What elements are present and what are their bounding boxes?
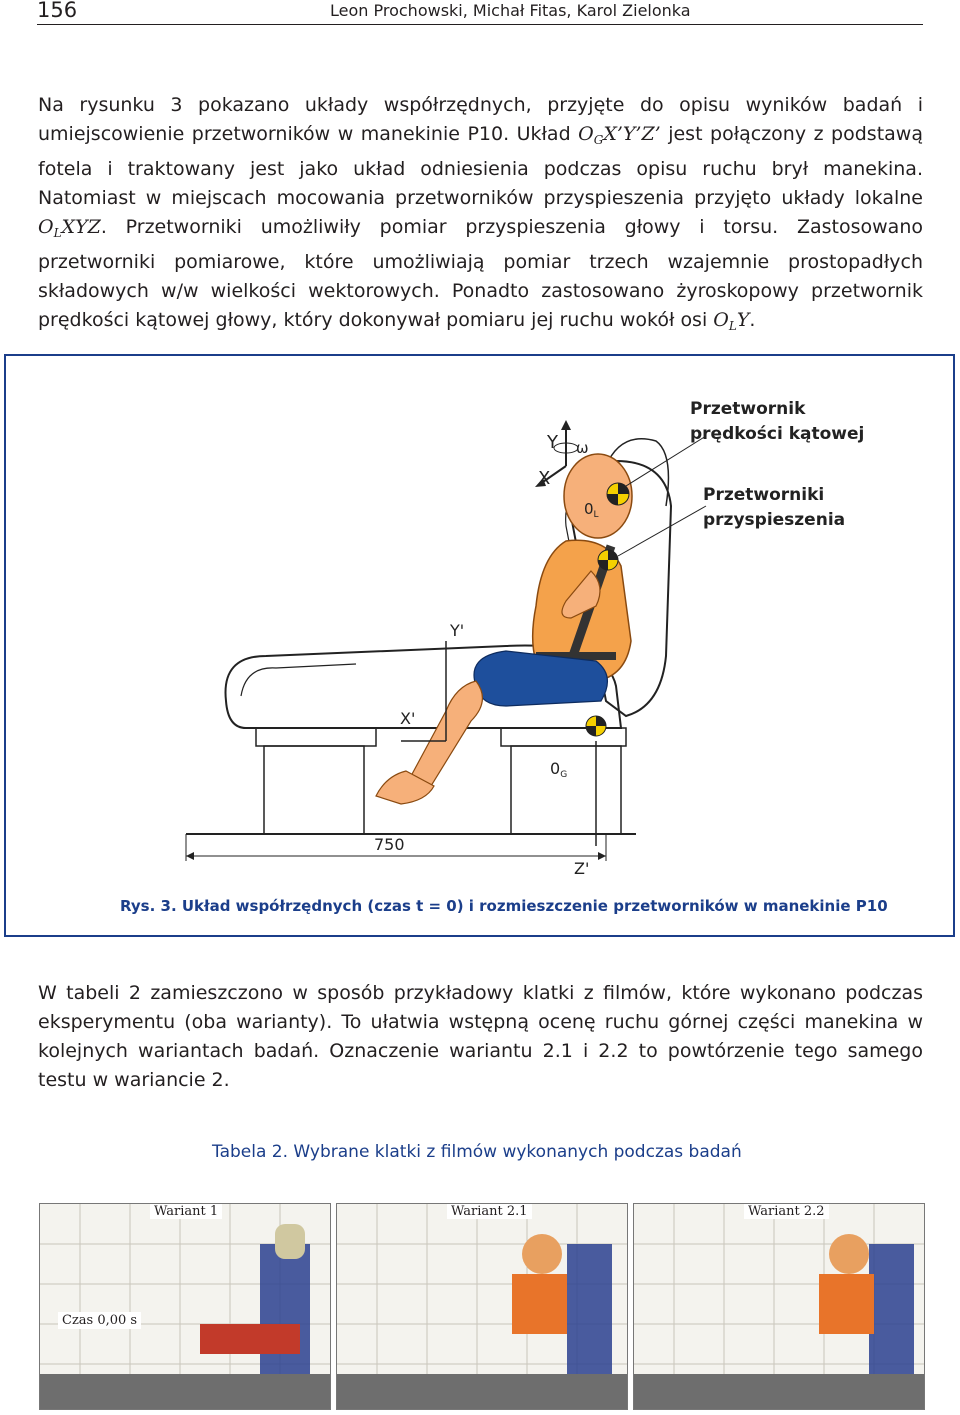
- label-gyro-line1: Przetwornik: [690, 399, 806, 419]
- frame-variant-1: [39, 1203, 331, 1410]
- paragraph-table-intro: W tabeli 2 zamieszczono w sposób przykładowy klatki z filmów, które wykonano podczas eksperymentu (oba warianty). To ułatwia wstępną ocenę ruchu górnej części manekina w kolejnych wariantach badań. Oznaczenie wariantu 2.1 i 2.2 to powtórzenie tego samego testu w wariancie 2.: [38, 982, 923, 1091]
- paragraph-intro: Na rysunku 3 pokazano układy współrzędnych, przyjęte do opisu wyników badań i umiejscowienie przetworników w manekinie P10. Układ $O_GX’Y’Z$’ jest połączony z podstawą fotela i traktowany jest jako układ odniesienia podczas opisu ruchu brył manekina. Natomiast w miejscach mocowania przetworników przyspieszenia przyjęto układy lokalne $O_LXYZ$. Przetworniki umożliwiły pomiar przyspieszenia głowy i torsu. Zastosowano przetworniki pomiarowe, które umożliwiają pomiar trzech wzajemnie prostopadłych składowych w/w wielkości wektorowych. Ponadto zastosowano żyroskopowy przetwornik prędkości kątowej głowy, który dokonywał pomiaru jej ruchu wokół osi $O_LY$.: [38, 94, 923, 333]
- running-header-authors: Leon Prochowski, Michał Fitas, Karol Zielonka: [330, 1, 691, 20]
- label-acc-line2: przyspieszenia: [703, 510, 846, 530]
- variant-1-label: Wariant 1: [150, 1204, 222, 1219]
- frame-variant-2-1-image: [337, 1204, 627, 1409]
- math-og-xyz: $O_GX’Y’Z$’: [578, 123, 661, 147]
- sensor-head: [607, 483, 629, 505]
- video-frames-table: [37, 1195, 923, 1415]
- page-number: 156: [37, 0, 78, 22]
- axis-x-prime-label: X': [400, 709, 416, 728]
- header-rule: [37, 24, 923, 25]
- frame-variant-2-2: [633, 1203, 925, 1410]
- variant-2-1-label: Wariant 2.1: [447, 1204, 532, 1219]
- axis-y-prime-label: Y': [450, 621, 465, 640]
- dimension-label: 750: [374, 835, 405, 854]
- axis-x-label: X: [538, 468, 551, 489]
- frame-variant-2-2-image: [634, 1204, 924, 1409]
- table-caption: Tabela 2. Wybrane klatki z filmów wykonanych podczas badań: [212, 1142, 742, 1162]
- figure-box: [4, 354, 955, 937]
- sensor-chest: [598, 550, 618, 570]
- sensor-pelvis: [586, 716, 606, 736]
- axis-z-prime-label: Z': [574, 859, 590, 878]
- math-ol-y: $O_LY$: [713, 309, 750, 333]
- label-acc-line1: Przetworniki: [703, 485, 825, 505]
- label-gyro-line2: prędkości kątowej: [690, 424, 865, 444]
- origin-local-label: $0_L$: [584, 500, 599, 520]
- axis-y-label: Y: [547, 432, 558, 453]
- time-label: Czas 0,00 s: [58, 1312, 141, 1329]
- origin-global-label: 0G: [550, 759, 568, 780]
- frame-variant-1-image: [40, 1204, 330, 1409]
- figure-caption: Rys. 3. Układ współrzędnych (czas t = 0) i rozmieszczenie przetworników w manekinie P10: [120, 897, 888, 915]
- math-ol-xyz: $O_LXYZ$: [38, 216, 101, 240]
- omega-label: ω: [576, 439, 589, 457]
- seat-dummy-illustration: [6, 356, 953, 935]
- frame-variant-2-1: [336, 1203, 628, 1410]
- variant-2-2-label: Wariant 2.2: [744, 1204, 829, 1219]
